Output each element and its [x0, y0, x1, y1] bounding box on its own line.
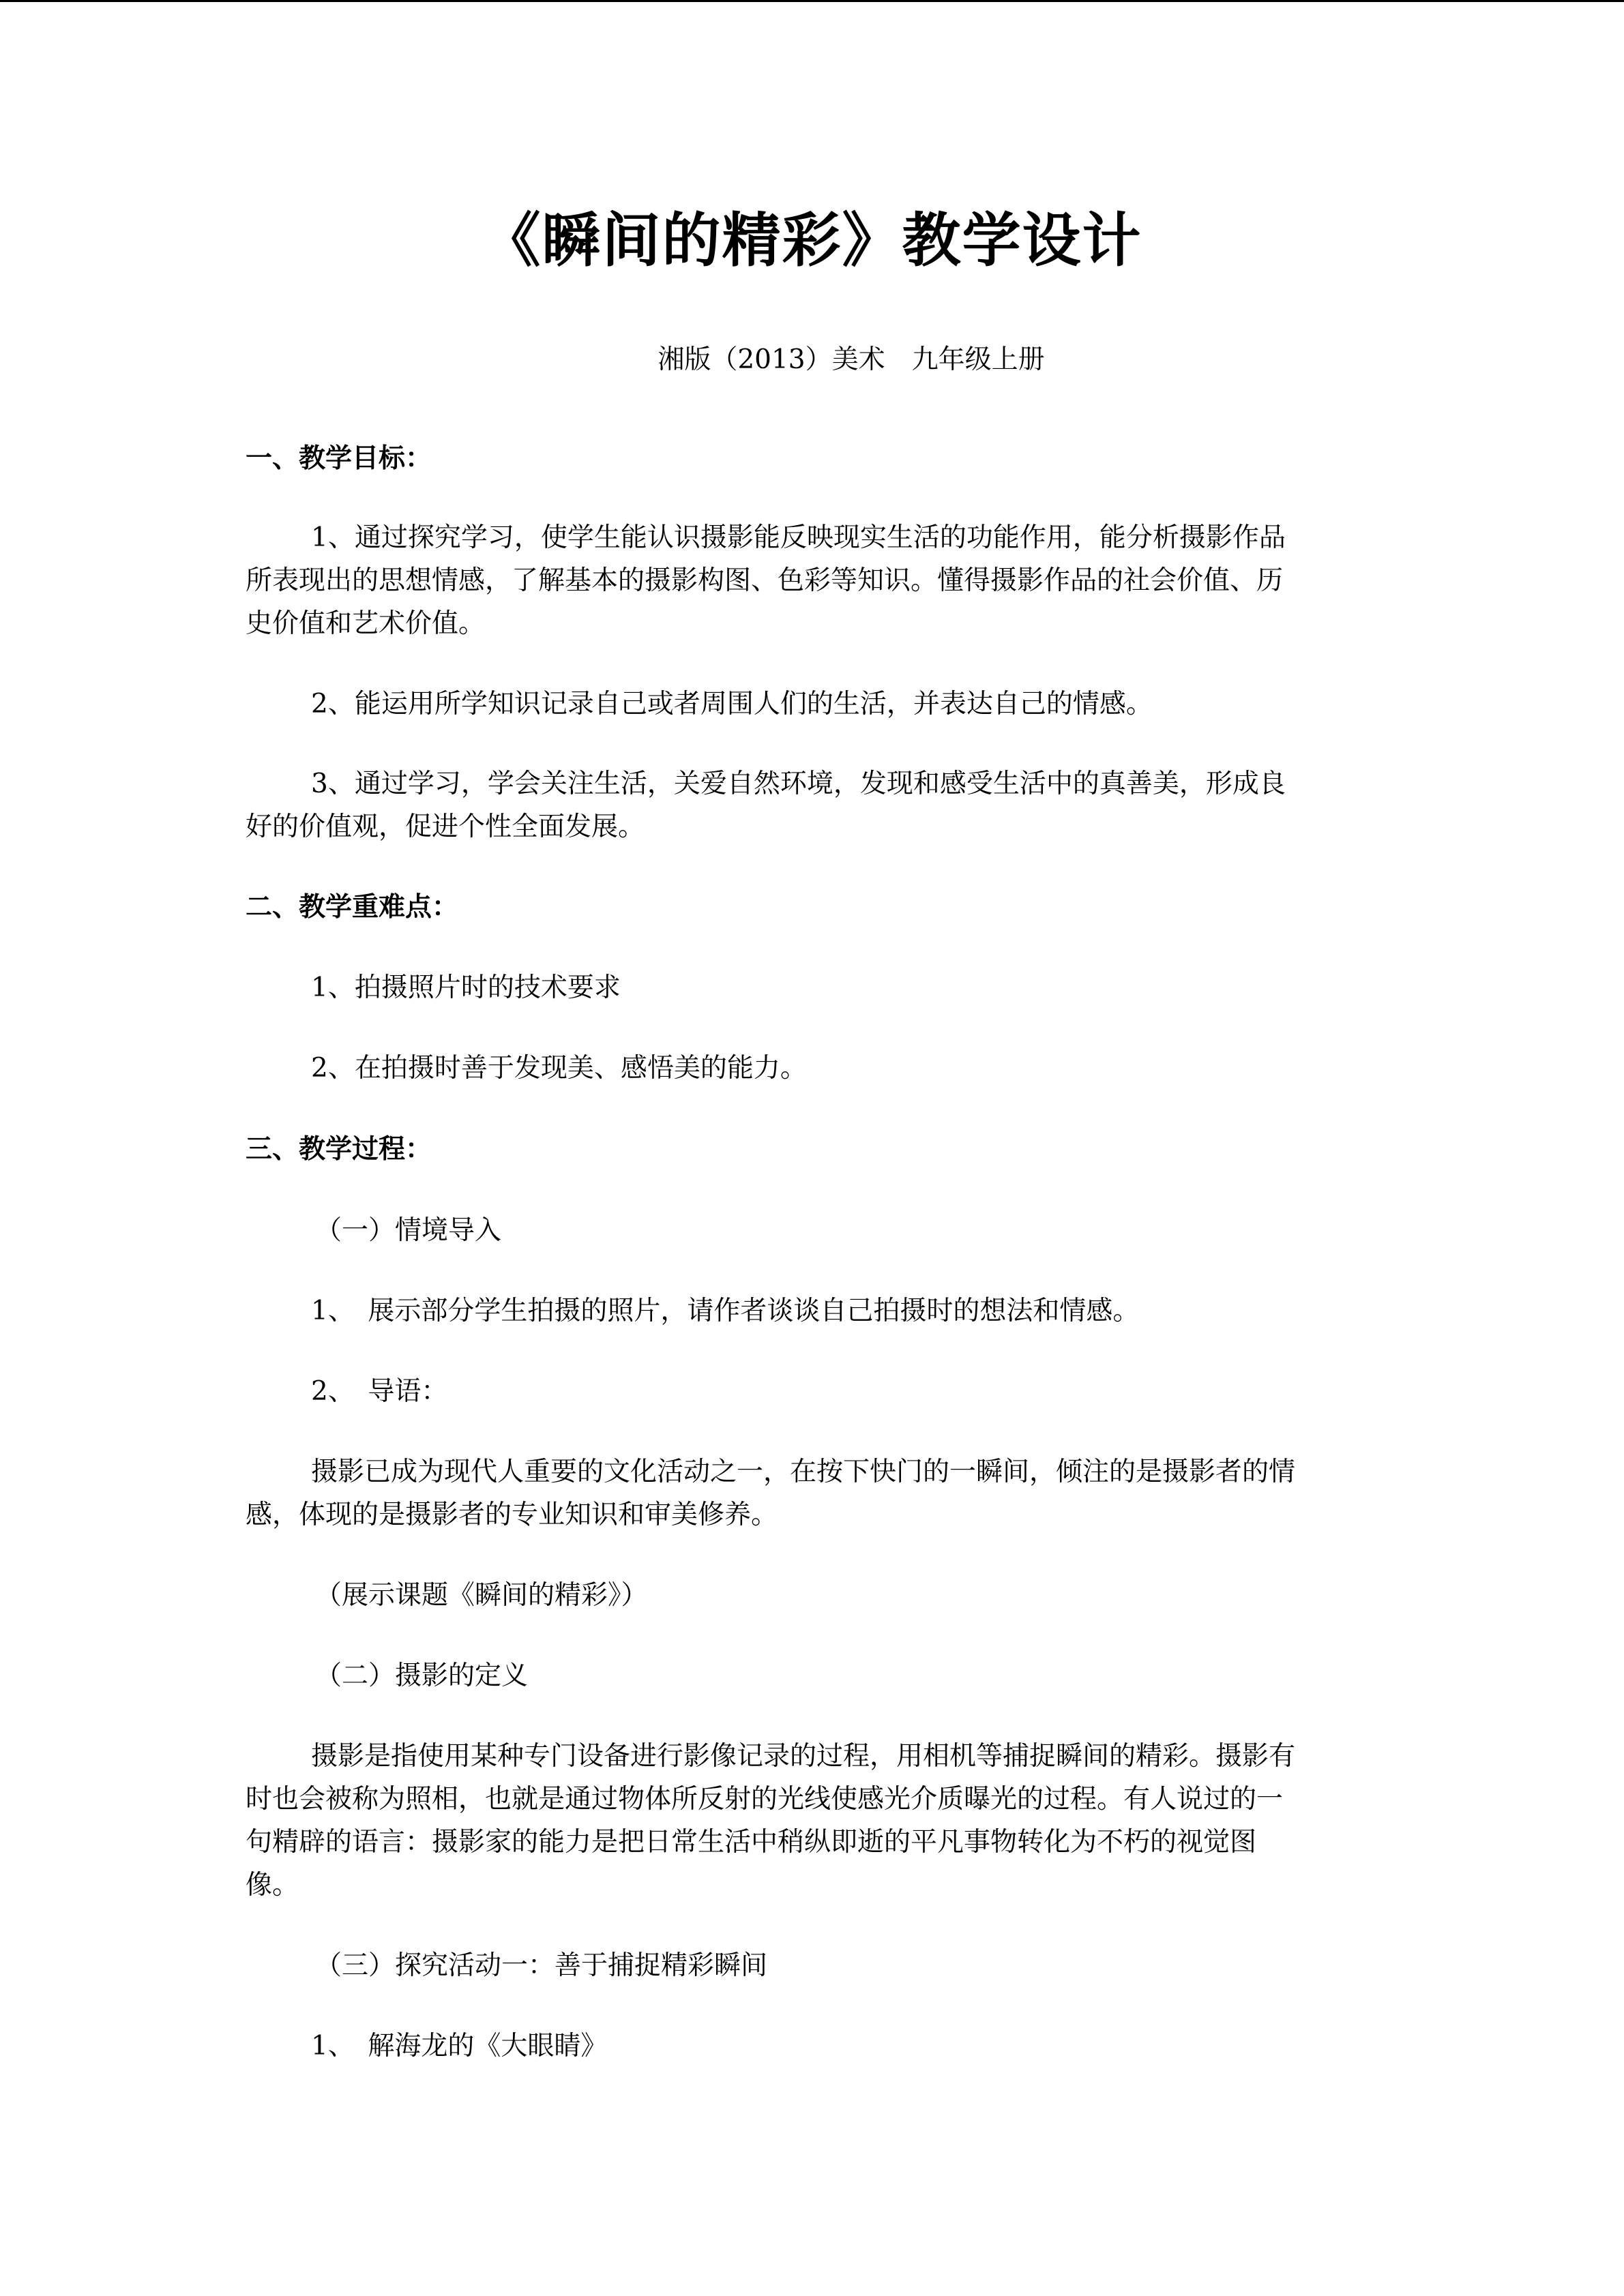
- goal-1-line-2: 所表现出的思想情感，了解基本的摄影构图、色彩等知识。懂得摄影作品的社会价值、历: [246, 565, 1284, 596]
- process-3-heading: （三）探究活动一：善于捕捉精彩瞬间: [315, 1950, 768, 1981]
- goal-3-line-2: 好的价值观，促进个性全面发展。: [246, 811, 645, 842]
- process-1-heading: （一）情境导入: [315, 1215, 502, 1246]
- goal-3-line-1: 3、通过学习，学会关注生活，关爱自然环境，发现和感受生活中的真善美，形成良: [311, 769, 1286, 799]
- process-1-item-2: 2、 导语：: [311, 1376, 448, 1407]
- process-3-item-1: 1、 解海龙的《大眼睛》: [311, 2031, 608, 2061]
- section-heading-key-points: 二、教学重难点：: [246, 892, 459, 923]
- process-2-line-2: 时也会被称为照相，也就是通过物体所反射的光线使感光介质曝光的过程。有人说过的一: [246, 1784, 1284, 1815]
- process-1-para-line-2: 感，体现的是摄影者的专业知识和审美修养。: [246, 1500, 778, 1530]
- process-1-show-topic: （展示课题《瞬间的精彩》）: [315, 1580, 648, 1611]
- section-heading-process: 三、教学过程：: [246, 1134, 432, 1165]
- subtitle: 湘版（2013）美术 九年级上册: [658, 344, 1045, 375]
- process-2-line-1: 摄影是指使用某种专门设备进行影像记录的过程，用相机等捕捉瞬间的精彩。摄影有: [311, 1741, 1296, 1772]
- section-heading-goals: 一、教学目标：: [246, 443, 432, 474]
- goal-2: 2、能运用所学知识记录自己或者周围人们的生活，并表达自己的情感。: [311, 689, 1153, 719]
- page-title: 《瞬间的精彩》教学设计: [482, 207, 1142, 275]
- process-2-line-3: 句精辟的语言：摄影家的能力是把日常生活中稍纵即逝的平凡事物转化为不朽的视觉图: [246, 1827, 1257, 1858]
- process-1-para-line-1: 摄影已成为现代人重要的文化活动之一，在按下快门的一瞬间，倾注的是摄影者的情: [311, 1457, 1296, 1487]
- process-1-item-1: 1、 展示部分学生拍摄的照片，请作者谈谈自己拍摄时的想法和情感。: [311, 1296, 1140, 1326]
- key-point-1: 1、拍摄照片时的技术要求: [311, 972, 621, 1003]
- process-2-heading: （二）摄影的定义: [315, 1660, 529, 1691]
- goal-1-line-1: 1、通过探究学习，使学生能认识摄影能反映现实生活的功能作用，能分析摄影作品: [311, 522, 1286, 553]
- key-point-2: 2、在拍摄时善于发现美、感悟美的能力。: [311, 1053, 807, 1084]
- goal-1-line-3: 史价值和艺术价值。: [246, 608, 486, 639]
- process-2-line-4: 像。: [246, 1870, 299, 1900]
